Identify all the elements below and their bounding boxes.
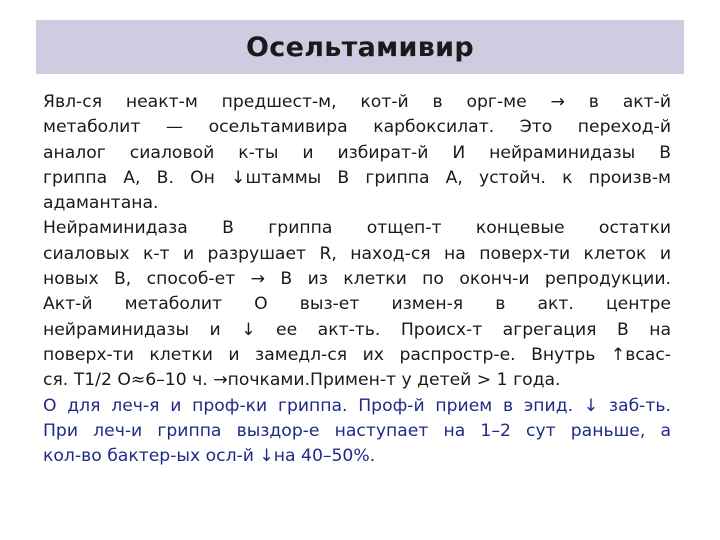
body-line: Нейраминидаза В гриппа отщеп-т концевые остатки [43, 218, 671, 239]
body-line: метаболит — осельтамивира карбоксилат. Это переход-й [43, 117, 671, 138]
body-line: гриппа А, В. Он ↓штаммы В гриппа А, устойч. к произв-м [43, 167, 671, 188]
slide-body [43, 90, 671, 469]
title-bar [36, 20, 684, 74]
body-line-blue: При леч-и гриппа выздор-е наступает на 1–2 сут раньше, а [43, 420, 671, 441]
body-line-blue: кол-во бактер-ых осл-й ↓на 40–50%. [43, 446, 376, 467]
body-line-blue: О для леч-я и проф-ки гриппа. Проф-й прием в эпид. ↓ заб-ть. [43, 395, 671, 416]
body-line: ся. Т1/2 О≈6–10 ч. →почками.Примен-т у детей > 1 года. [43, 370, 561, 391]
body-line: Явл-ся неакт-м предшест-м, кот-й в орг-ме → в акт-й [43, 92, 671, 112]
body-line: аналог сиаловой к-ты и избират-й И нейраминидазы В [43, 142, 671, 163]
body-line: адамантана. [43, 193, 159, 214]
body-line: сиаловых к-т и разрушает R, наход-ся на поверх-ти клеток и [43, 243, 671, 264]
body-line: новых В, способ-ет → В из клетки по оконч-и репродукции. [43, 269, 671, 290]
slide-title: Осельтамивир [246, 31, 474, 63]
body-line: Акт-й метаболит О выз-ет измен-я в акт. центре [43, 294, 671, 315]
body-line: поверх-ти клетки и замедл-ся их распростр-е. Внутрь ↑всас- [43, 344, 671, 365]
body-line: нейраминидазы и ↓ ее акт-ть. Происх-т агрегация В на [43, 319, 671, 340]
